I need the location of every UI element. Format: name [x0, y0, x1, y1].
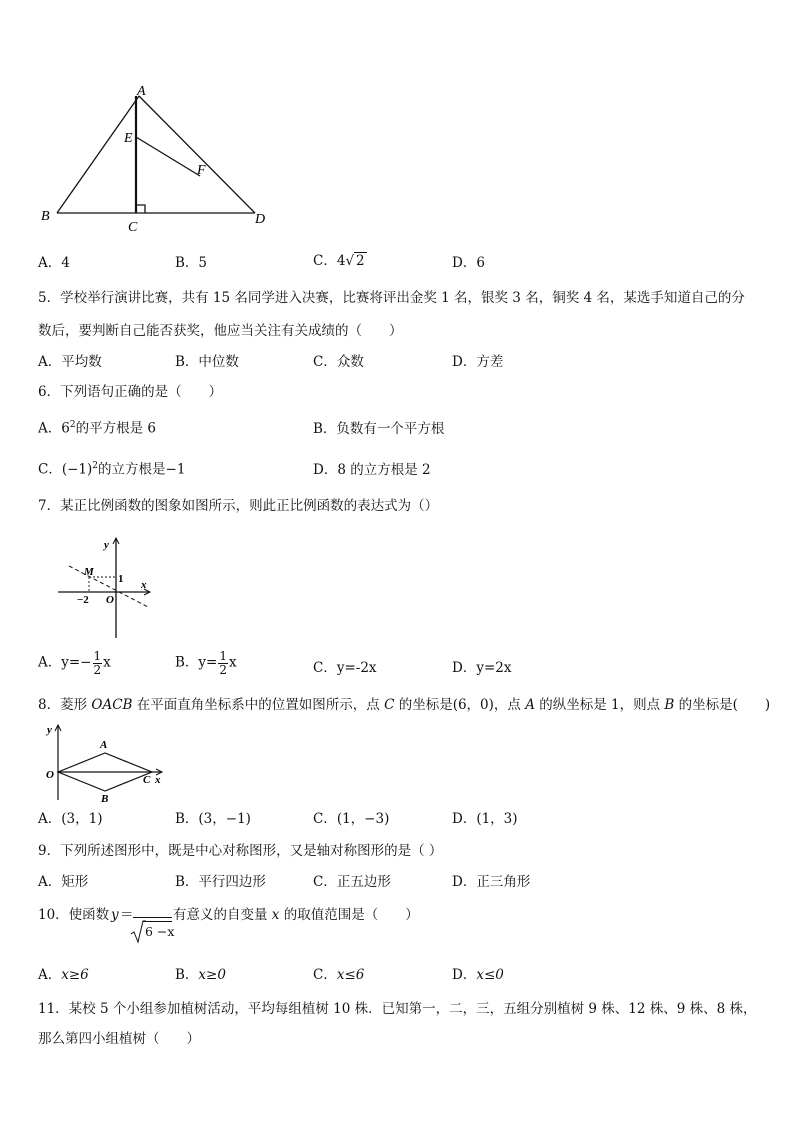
q7-option-a[interactable]	[38, 650, 111, 676]
q6-stem: 6．下列语句正确的是（ ）	[38, 384, 223, 400]
seg-AB	[57, 96, 139, 213]
q7-a-num: 1	[93, 649, 102, 663]
q10-y: y	[111, 907, 119, 923]
q6-c-base: (−1)	[61, 461, 93, 478]
q4-option-c-prefix: C．	[313, 253, 337, 269]
right-angle-mark	[136, 205, 145, 213]
q5-option-c[interactable]: C．众数	[313, 354, 364, 370]
q10-option-b[interactable]	[175, 969, 226, 983]
q4-option-a[interactable]: A．4	[38, 255, 70, 271]
q8-option-a[interactable]: A．(3，1)	[38, 811, 103, 827]
q8-label-O: O	[46, 769, 54, 781]
q10-c-prefix: C．	[313, 967, 337, 983]
q10-stem-pre: 10．使函数	[38, 907, 110, 923]
q10-stem-end: 的取值范围是（ ）	[279, 907, 419, 923]
q7-a-x: x	[103, 654, 111, 671]
q7-graph-figure	[52, 535, 157, 645]
q8-rhombus-figure	[38, 722, 168, 804]
q10-radicand: 6 −x	[145, 924, 175, 939]
q7-b-fraction	[218, 650, 228, 676]
q7-option-c[interactable]: C．y=-2x	[313, 660, 377, 676]
q4-option-b[interactable]: B．5	[175, 255, 208, 271]
q7-label-y: y	[104, 539, 109, 551]
q10-d-value: x≤0	[476, 967, 504, 983]
q6-option-a[interactable]	[38, 421, 156, 436]
label-F: F	[197, 163, 206, 178]
q5-option-a[interactable]: A．平均数	[38, 354, 102, 370]
q10-c-value: x≤6	[336, 967, 365, 983]
q8-stem-B: B	[664, 697, 675, 713]
q8-stem-A: A	[525, 697, 535, 713]
q4-option-c-radicand: 2	[356, 253, 365, 269]
label-A: A	[137, 84, 146, 99]
q10-numerator	[148, 901, 155, 912]
q8-label-C: C	[143, 774, 151, 786]
q9-option-a[interactable]: A．矩形	[38, 874, 89, 890]
q11-stem-line2: 那么第四小组植树（ ）	[38, 1031, 200, 1047]
q9-option-c[interactable]: C．正五边形	[313, 874, 391, 890]
q5-option-d[interactable]: D．方差	[452, 354, 504, 370]
q10-b-prefix: B．	[175, 967, 199, 983]
q5-stem-line2: 数后，要判断自己能否获奖，他应当关注有关成绩的（ ）	[38, 323, 403, 339]
q7-label-O: O	[106, 594, 114, 606]
q7-label-x: x	[141, 579, 147, 591]
q7-b-prefix: B．y=	[175, 654, 218, 671]
q7-option-d[interactable]: D．y=2x	[452, 660, 512, 676]
q10-stem-post	[173, 909, 419, 923]
q7-b-num: 1	[219, 649, 227, 663]
label-B: B	[41, 209, 50, 224]
q9-option-d[interactable]: D．正三角形	[452, 874, 531, 890]
q8-stem-mid3: 的纵坐标是 1，则点	[534, 697, 665, 713]
q10-d-prefix: D．	[452, 967, 477, 983]
q8-label-B: B	[101, 793, 109, 804]
q4-triangle-figure	[30, 78, 280, 238]
q4-option-c-coef: 4	[336, 253, 346, 269]
seg-EF	[136, 137, 200, 176]
q6-c-prefix: C．	[38, 461, 62, 478]
q8-label-A: A	[100, 739, 108, 751]
q10-option-d[interactable]	[452, 969, 504, 983]
q9-option-b[interactable]: B．平行四边形	[175, 874, 266, 890]
label-C: C	[128, 220, 138, 235]
label-D: D	[255, 212, 266, 227]
q7-b-x: x	[229, 654, 237, 671]
q8-stem-C: C	[384, 697, 395, 713]
q8-option-d[interactable]: D．(1，3)	[452, 811, 518, 827]
q6-a-base: 6	[61, 420, 70, 437]
q7-a-fraction	[93, 650, 103, 676]
q8-label-y: y	[47, 724, 52, 736]
q7-label-M: M	[84, 566, 94, 578]
q10-radical-bar	[143, 921, 172, 922]
q7-b-den: 2	[219, 662, 227, 677]
q11-stem-line1: 11．某校 5 个小组参加植树活动，平均每组植树 10 株．已知第一，二，三，五组分别植树 9 株、12 株、9 株、8 株，	[38, 1001, 757, 1017]
q8-stem-end: 的坐标是( )	[674, 697, 771, 713]
q10-eq: ＝	[120, 907, 134, 923]
q6-c-rest: 的立方根是−1	[98, 461, 186, 478]
q6-a-rest: 的平方根是 6	[75, 420, 156, 437]
q6-a-exp: 2	[69, 420, 76, 430]
q10-a-value: x≥6	[61, 967, 89, 983]
q7-a-den: 2	[93, 662, 102, 677]
q7-label-neg2: −2	[77, 594, 89, 606]
q6-option-d[interactable]: D．8 的立方根是 2	[313, 462, 431, 478]
q10-var: x	[271, 907, 280, 923]
q4-option-c[interactable]: C．4√ 2	[313, 253, 365, 269]
q7-option-b[interactable]	[175, 650, 237, 676]
q8-option-c[interactable]: C．(1，−3)	[313, 811, 390, 827]
q10-option-a[interactable]	[38, 969, 89, 983]
q10-b-value: x≥0	[198, 967, 226, 983]
q8-option-b[interactable]: B．(3，−1)	[175, 811, 251, 827]
q8-stem-pre: 8．菱形	[38, 697, 92, 713]
label-E: E	[124, 131, 133, 146]
q5-option-b[interactable]: B．中位数	[175, 354, 239, 370]
q6-option-c[interactable]	[38, 462, 185, 477]
seg-AD	[139, 96, 255, 213]
q7-a-prefix: A．y=−	[38, 654, 92, 671]
q9-stem: 9．下列所述图形中，既是中心对称图形，又是轴对称图形的是（ ）	[38, 843, 443, 859]
q8-stem-name: OACB	[91, 697, 133, 713]
q10-option-c[interactable]	[313, 969, 364, 983]
q7-label-one: 1	[118, 573, 124, 585]
q4-option-d[interactable]: D．6	[452, 255, 485, 271]
q6-option-b[interactable]: B．负数有一个平方根	[313, 421, 445, 437]
q10-stem-post-text: 有意义的自变量	[173, 907, 272, 923]
q8-stem	[38, 699, 770, 713]
q5-stem-line1: 5．学校举行演讲比赛，共有 15 名同学进入决赛，比赛将评出金奖 1 名，银奖 3 名，铜奖 4 名，某选手知道自己的分	[38, 290, 745, 306]
q8-stem-mid2: 的坐标是(6，0)，点	[394, 697, 526, 713]
q8-stem-mid: 在平面直角坐标系中的位置如图所示，点	[132, 697, 385, 713]
q6-c-exp: 2	[92, 461, 99, 471]
q6-a-prefix: A．	[38, 420, 62, 437]
q7-stem: 7．某正比例函数的图象如图所示，则此正比例函数的表达式为（）	[38, 498, 439, 514]
q10-a-prefix: A．	[38, 967, 62, 983]
q8-label-x: x	[155, 774, 161, 786]
